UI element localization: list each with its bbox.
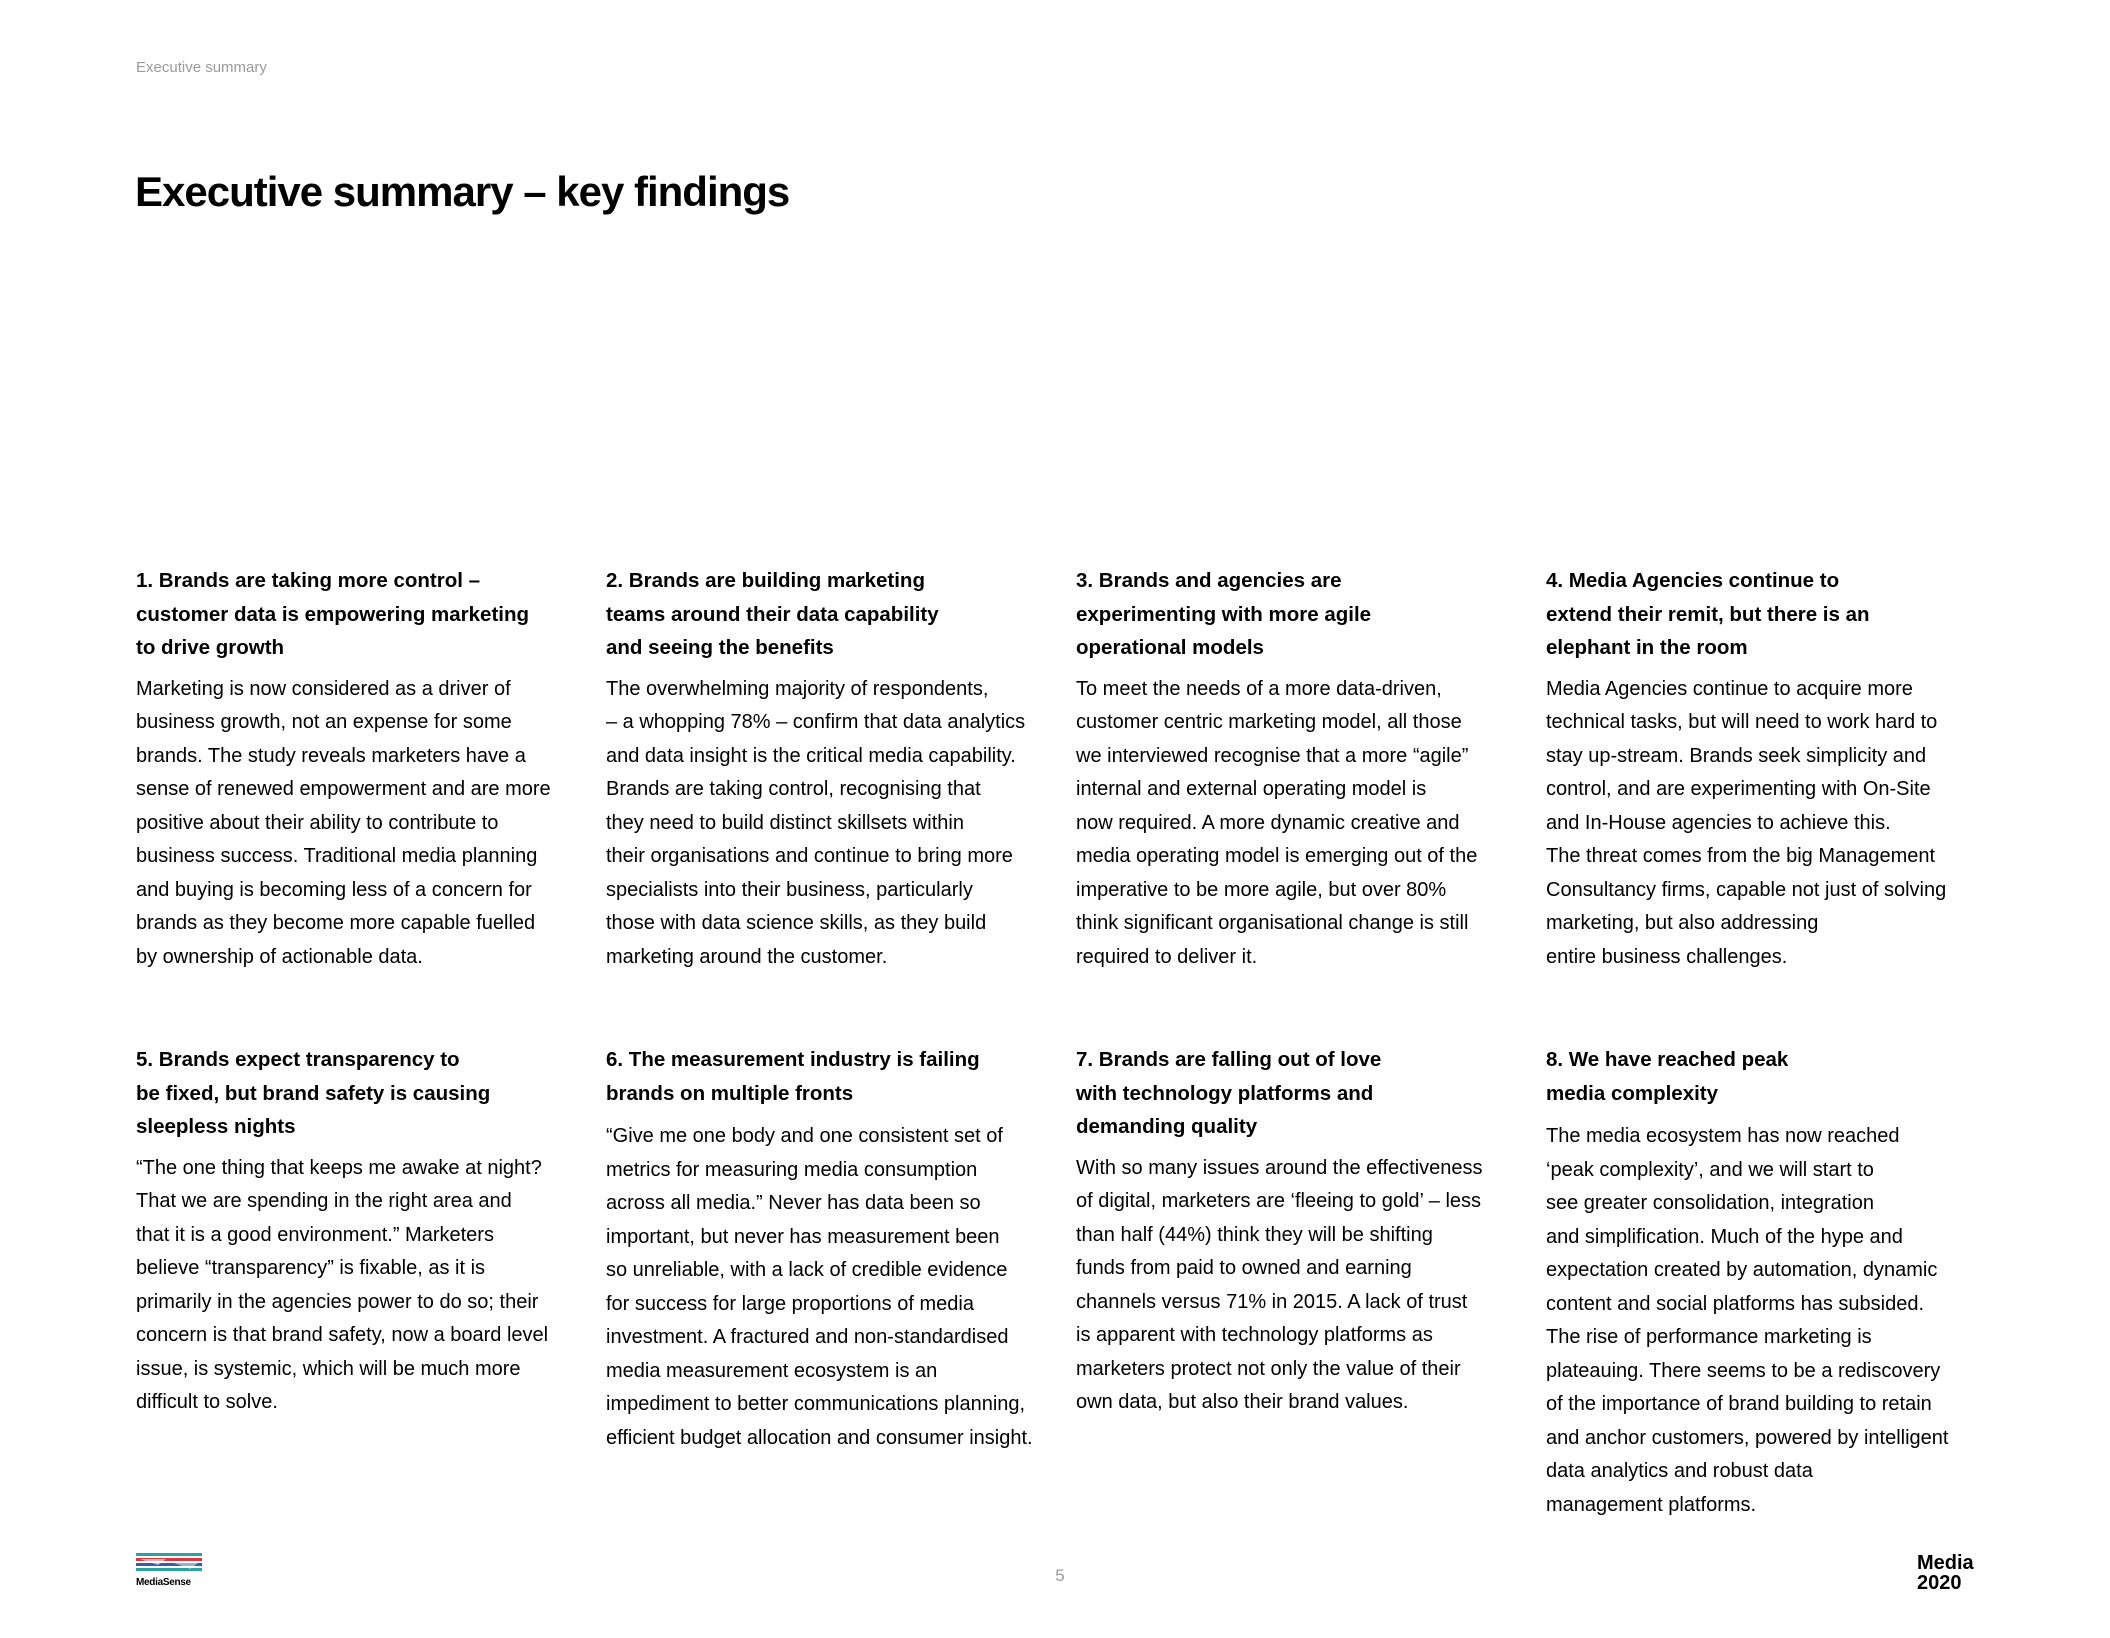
- finding-heading: 3. Brands and agencies are experimenting with more agile operational models: [1076, 569, 1372, 659]
- finding-2: [606, 564, 1046, 974]
- finding-body: To meet the needs of a more data-driven, customer centric marketing model, all those we interviewed recognise that a more “agile” internal and external operating model is now required. A more dynamic creative and media operating model is emerging out of the imperative to be more agile, but over 80% think significant organisational change is still required to deliver it.: [1076, 677, 1478, 968]
- finding-heading: 2. Brands are building marketing teams around their data capability and seeing the benefits: [606, 569, 939, 659]
- page-title: Executive summary – key findings: [135, 168, 790, 215]
- breadcrumb: Executive summary: [136, 59, 267, 76]
- finding-body: Marketing is now considered as a driver of business growth, not an expense for some brands. The study reveals marketers have a sense of renewed empowerment and are more positive about their ability to contribute to business success. Traditional media planning and buying is becoming less of a concern for brands as they become more capable fuelled by ownership of actionable data.: [136, 677, 551, 968]
- page-number: 5: [1055, 1566, 1065, 1585]
- finding-body: With so many issues around the effectiveness of digital, marketers are ‘fleeing to gold’ – less than half (44%) think they will be shifting funds from paid to owned and earning channels versus 71% in 2015. A lack of trust is apparent with technology platforms as marketers protect not only the value of their own data, but also their brand values.: [1076, 1156, 1483, 1413]
- finding-7: [1076, 1043, 1516, 1420]
- mediasense-logo-icon: [136, 1553, 202, 1573]
- finding-body: The media ecosystem has now reached ‘peak complexity’, and we will start to see greater consolidation, integration and simplification. Much of the hype and expectation created by automation, dynamic content and social platforms has subsided. The rise of performance marketing is plateauing. There seems to be a rediscovery of the importance of brand building to retain and anchor customers, powered by intelligent data analytics and robust data management platforms.: [1546, 1125, 1949, 1516]
- finding-heading: 4. Media Agencies continue to extend their remit, but there is an elephant in the room: [1546, 569, 1870, 659]
- finding-4: [1546, 564, 1986, 974]
- finding-heading: 7. Brands are falling out of love with technology platforms and demanding quality: [1076, 1048, 1382, 1138]
- finding-heading: 1. Brands are taking more control – customer data is empowering marketing to drive growth: [136, 569, 530, 659]
- finding-body: “The one thing that keeps me awake at night? That we are spending in the right area and that it is a good environment.” Marketers believe “transparency” is fixable, as it is primarily in the agencies power to do so; their concern is that brand safety, now a board level issue, is systemic, which will be much more difficult to solve.: [136, 1156, 549, 1413]
- finding-5: [136, 1043, 576, 1420]
- finding-1: [136, 564, 576, 974]
- brand-line-2: 2020: [1917, 1572, 1962, 1594]
- finding-3: [1076, 564, 1516, 974]
- finding-6: [606, 1043, 1046, 1455]
- brand-line-1: Media: [1917, 1552, 1974, 1574]
- mediasense-logo: [136, 1553, 206, 1588]
- logo-wordmark: MediaSense: [136, 1577, 191, 1588]
- finding-body: Media Agencies continue to acquire more technical tasks, but will need to work hard to stay up-stream. Brands seek simplicity and control, and are experimenting with On-Site and In-House agencies to achieve this. The threat comes from the big Management Consultancy firms, capable not just of solving marketing, but also addressing entire business challenges.: [1546, 677, 1947, 968]
- media-2020-brand: [1917, 1553, 1974, 1593]
- finding-heading: 8. We have reached peak media complexity: [1546, 1048, 1789, 1105]
- finding-body: “Give me one body and one consistent set of metrics for measuring media consumption across all media.” Never has data been so important, but never has measurement been so unreliable, with a lack of credible evidence for success for large proportions of media investment. A fractured and non-standardised media measurement ecosystem is an impediment to better communications planning, efficient budget allocation and consumer insight.: [606, 1125, 1033, 1449]
- finding-heading: 5. Brands expect transparency to be fixed, but brand safety is causing sleepless nights: [136, 1048, 491, 1138]
- finding-body: The overwhelming majority of respondents, – a whopping 78% – confirm that data analytics and data insight is the critical media capability. Brands are taking control, recognising that they need to build distinct skillsets within their organisations and continue to bring more specialists into their business, particularly those with data science skills, as they build marketing around the customer.: [606, 677, 1026, 968]
- finding-heading: 6. The measurement industry is failing brands on multiple fronts: [606, 1048, 980, 1105]
- finding-8: [1546, 1043, 1986, 1522]
